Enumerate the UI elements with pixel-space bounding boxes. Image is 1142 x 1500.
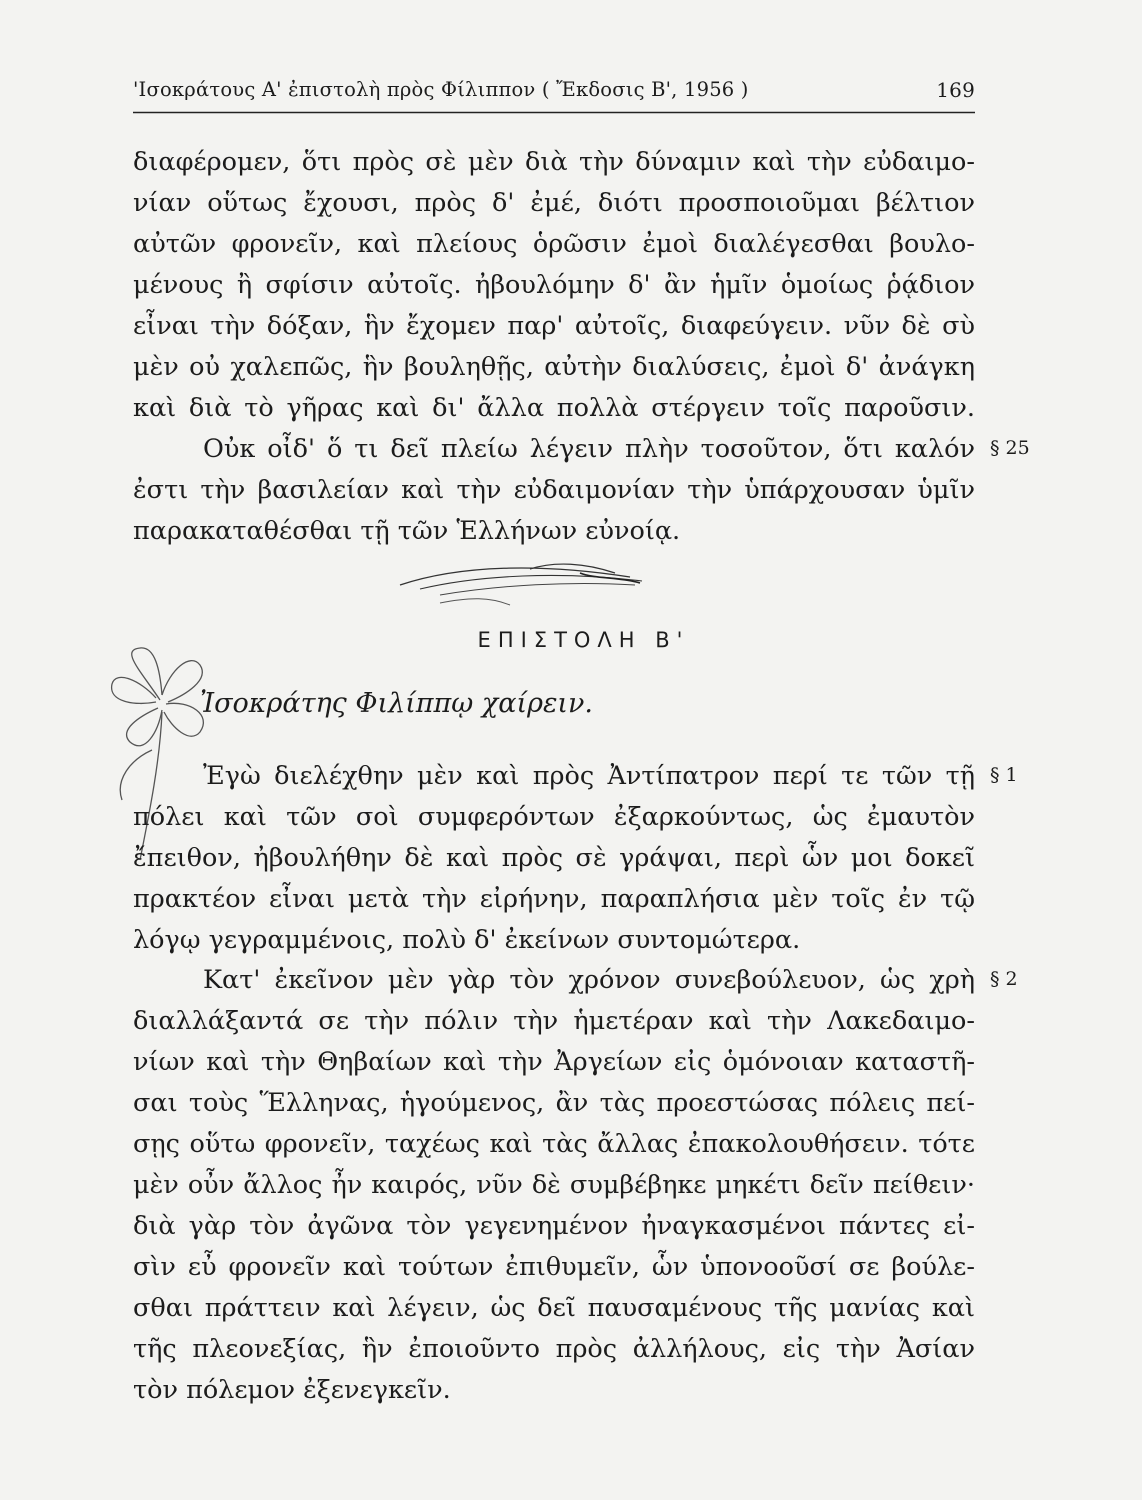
header-rule: [133, 111, 975, 114]
text-line: λόγῳ γεγραμμένοις, πολὺ δ' ἐκείνων συντομώτερα.: [133, 925, 801, 955]
text-line: σθαι πράττειν καὶ λέγειν, ὡς δεῖ παυσαμένους τῆς μανίας καὶ: [133, 1293, 975, 1323]
page-number: 169: [936, 78, 975, 102]
text-line: διὰ γὰρ τὸν ἀγῶνα τὸν γεγενημένον ἠναγκασμένοι πάντες εἰ-: [133, 1211, 975, 1241]
text-line: πρακτέον εἶναι μετὰ τὴν εἰρήνην, παραπλήσια μὲν τοῖς ἐν τῷ: [133, 884, 975, 914]
section-marker: § 25: [990, 437, 1030, 459]
epistle-heading: ΕΠΙΣΤΟΛΗ Β': [477, 628, 690, 652]
text-line: σῃς οὕτω φρονεῖν, ταχέως καὶ τὰς ἄλλας ἐπακολουθήσειν. τότε: [133, 1129, 975, 1159]
flourish-ornament: [380, 555, 680, 615]
section-marker: § 2: [990, 968, 1018, 990]
text-line: σαι τοὺς Ἕλληνας, ἡγούμενος, ἂν τὰς προεστώσας πόλεις πεί-: [133, 1088, 975, 1118]
text-line: νίαν οὕτως ἔχουσι, πρὸς δ' ἐμέ, διότι προσποιοῦμαι βέλτιον: [133, 188, 975, 218]
text-line: τὸν πόλεμον ἐξενεγκεῖν.: [133, 1375, 451, 1405]
salutation: Ἰσοκράτης Φιλίππῳ χαίρειν.: [200, 688, 594, 719]
text-line: πόλει καὶ τῶν σοὶ συμφερόντων ἐξαρκούντως, ὡς ἐμαυτὸν: [133, 802, 975, 832]
text-line: νίων καὶ τὴν Θηβαίων καὶ τὴν Ἀργείων εἰς ὁμόνοιαν καταστῆ-: [133, 1047, 975, 1077]
text-line: ἐστι τὴν βασιλείαν καὶ τὴν εὐδαιμονίαν τὴν ὑπάρχουσαν ὑμῖν: [133, 475, 975, 505]
text-line: εἶναι τὴν δόξαν, ἣν ἔχομεν παρ' αὐτοῖς, διαφεύγειν. νῦν δὲ σὺ: [133, 311, 975, 341]
text-line: Ἐγὼ διελέχθην μὲν καὶ πρὸς Ἀντίπατρον περί τε τῶν τῇ: [203, 761, 975, 791]
section-marker: § 1: [990, 764, 1018, 786]
text-line: παρακαταθέσθαι τῇ τῶν Ἑλλήνων εὐνοίᾳ.: [133, 516, 681, 546]
text-line: μὲν οὖν ἄλλος ἦν καιρός, νῦν δὲ συμβέβηκε μηκέτι δεῖν πείθειν·: [133, 1170, 975, 1200]
text-line: διαφέρομεν, ὅτι πρὸς σὲ μὲν διὰ τὴν δύναμιν καὶ τὴν εὐδαιμο-: [133, 147, 975, 177]
running-header: [133, 78, 975, 108]
text-line: τῆς πλεονεξίας, ἣν ἐποιοῦντο πρὸς ἀλλήλους, εἰς τὴν Ἀσίαν: [133, 1334, 975, 1364]
text-line: διαλλάξαντά σε τὴν πόλιν τὴν ἡμετέραν καὶ τὴν Λακεδαιμο-: [133, 1006, 975, 1036]
text-line: καὶ διὰ τὸ γῆρας καὶ δι' ἄλλα πολλὰ στέργειν τοῖς παροῦσιν.: [133, 393, 975, 423]
text-line: ἔπειθον, ἠβουλήθην δὲ καὶ πρὸς σὲ γράψαι, περὶ ὧν μοι δοκεῖ: [133, 843, 975, 873]
text-line: αὐτῶν φρονεῖν, καὶ πλείους ὁρῶσιν ἐμοὶ διαλέγεσθαι βουλο-: [133, 229, 975, 259]
text-line: μένους ἢ σφίσιν αὐτοῖς. ἠβουλόμην δ' ἂν ἡμῖν ὁμοίως ῥᾴδιον: [133, 270, 975, 300]
text-line: σὶν εὖ φρονεῖν καὶ τούτων ἐπιθυμεῖν, ὧν ὑπονοοῦσί σε βούλε-: [133, 1252, 975, 1282]
text-line: μὲν οὐ χαλεπῶς, ἣν βουληθῇς, αὐτὴν διαλύσεις, ἐμοὶ δ' ἀνάγκη: [133, 352, 975, 382]
text-line: Οὐκ οἶδ' ὅ τι δεῖ πλείω λέγειν πλὴν τοσοῦτον, ὅτι καλόν: [203, 434, 975, 464]
running-title: 'Ισοκράτους Α' ἐπιστολὴ πρὸς Φίλιππον ( Ἔκδοσις Β', 1956 ): [133, 78, 749, 101]
text-line: Κατ' ἐκεῖνον μὲν γὰρ τὸν χρόνον συνεβούλευον, ὡς χρὴ: [203, 965, 975, 995]
